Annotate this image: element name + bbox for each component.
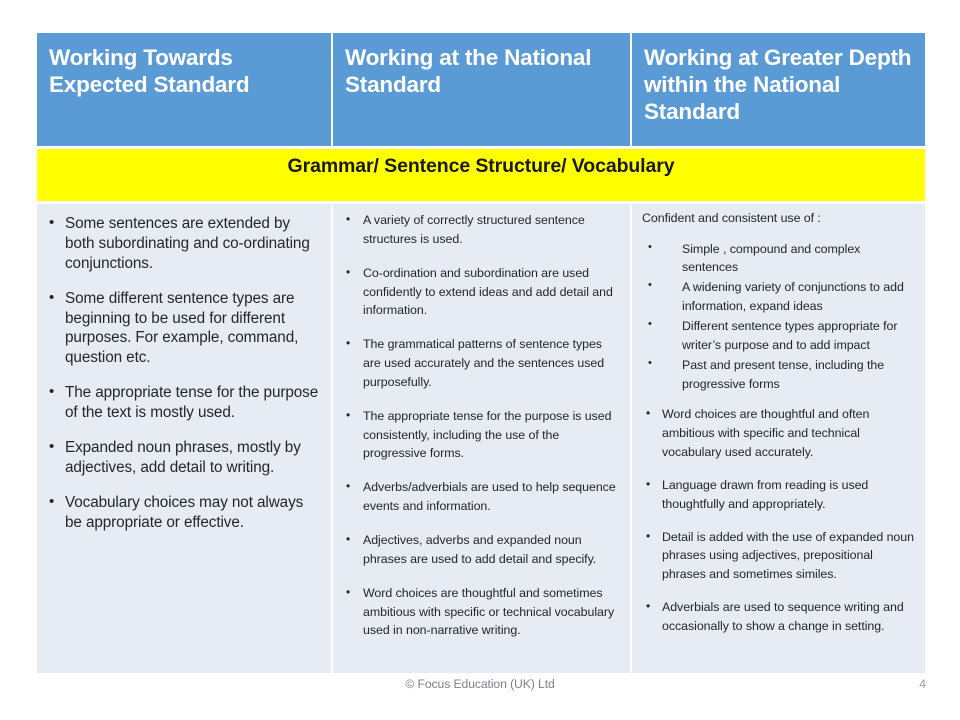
list-item: • Co-ordination and subordination are used confidently to extend ideas and add detail and information.	[342, 264, 620, 321]
list-item: • The appropriate tense for the purpose is used consistently, including the use of the progressive forms.	[342, 407, 620, 464]
list-item: • Adverbials are used to sequence writing and occasionally to show a change in setting.	[642, 598, 916, 636]
list-item: • Different sentence types appropriate for writer’s purpose and to add impact	[642, 317, 916, 355]
list-item: • Language drawn from reading is used thoughtfully and appropriately.	[642, 476, 916, 514]
list-item: • A variety of correctly structured sentence structures is used.	[342, 211, 620, 249]
footer-copyright: © Focus Education (UK) Ltd	[405, 677, 555, 691]
assessment-criteria-table	[37, 33, 925, 673]
cell-working-towards	[37, 204, 333, 673]
greater-depth-content	[632, 204, 925, 636]
list-item: • Word choices are thoughtful and often ambitious with specific and technical vocabulary used accurately.	[642, 405, 916, 462]
cell-greater-depth	[632, 204, 925, 673]
list-item: • Vocabulary choices may not always be appropriate or effective.	[47, 493, 323, 533]
list-item: • Detail is added with the use of expanded noun phrases using adjectives, prepositional phrases and sometimes similes.	[642, 528, 916, 585]
working-towards-list	[37, 204, 331, 532]
table-header-row	[37, 33, 925, 146]
column-header-working-towards: Working Towards Expected Standard	[37, 33, 333, 146]
list-item: • Adjectives, adverbs and expanded noun phrases are used to add detail and specify.	[342, 531, 620, 569]
list-item: • Some sentences are extended by both subordinating and co-ordinating conjunctions.	[47, 214, 323, 274]
list-item: • The appropriate tense for the purpose of the text is mostly used.	[47, 383, 323, 423]
list-item: • Simple , compound and complex sentences	[642, 240, 916, 278]
greater-depth-list	[642, 405, 916, 635]
greater-depth-sublist	[642, 240, 916, 394]
cell-national-standard	[333, 204, 632, 673]
table-body-row	[37, 204, 925, 673]
list-item: • The grammatical patterns of sentence types are used accurately and the sentences used purposefully.	[342, 335, 620, 392]
list-item: • Adverbs/adverbials are used to help sequence events and information.	[342, 478, 620, 516]
national-standard-list	[333, 204, 630, 640]
column-header-national-standard: Working at the National Standard	[333, 33, 632, 146]
slide-footer	[0, 677, 960, 699]
list-item: • Expanded noun phrases, mostly by adjectives, add detail to writing.	[47, 438, 323, 478]
greater-depth-lead-text: Confident and consistent use of :	[642, 211, 821, 225]
column-header-greater-depth: Working at Greater Depth within the National Standard	[632, 33, 925, 146]
list-item: • A widening variety of conjunctions to add information, expand ideas	[642, 278, 916, 316]
footer-page-number: 4	[919, 677, 926, 691]
list-item: • Past and present tense, including the progressive forms	[642, 356, 916, 394]
list-item: • Word choices are thoughtful and sometimes ambitious with specific or technical vocabulary used in non-narrative writing.	[342, 584, 620, 641]
section-banner-title: Grammar/ Sentence Structure/ Vocabulary	[287, 155, 675, 177]
section-banner-row	[37, 146, 925, 204]
list-item: • Some different sentence types are beginning to be used for different purposes. For example, command, question etc.	[47, 289, 323, 369]
